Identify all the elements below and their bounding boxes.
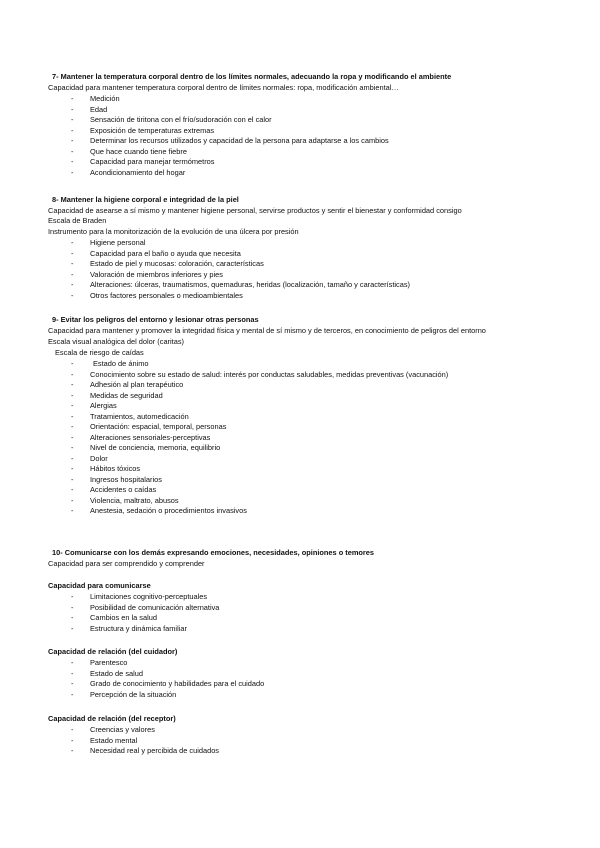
bullet-dash: -: [71, 390, 74, 400]
list-item-text: Creencias y valores: [90, 725, 155, 734]
list-item-text: Estado de piel y mucosas: coloración, características: [90, 259, 264, 268]
list-item-text: Conocimiento sobre su estado de salud: interés por conductas saludables, medidas preventivas (vacunación): [90, 369, 449, 379]
bullet-dash: -: [71, 238, 74, 247]
bullet-dash: -: [71, 411, 74, 421]
bullet-dash: -: [71, 613, 74, 622]
list-item-text: Grado de conocimiento y habilidades para el cuidado: [90, 679, 265, 688]
bullet-dash: -: [71, 280, 74, 289]
bullet-dash: -: [71, 94, 74, 103]
bullet-dash: -: [71, 248, 74, 258]
bullet-dash: -: [71, 602, 74, 612]
bullet-dash: -: [71, 269, 74, 279]
bullet-dash: -: [71, 623, 74, 633]
section-9-title: 9- Evitar los peligros del entorno y lesionar otras personas: [52, 315, 259, 324]
bullet-dash: -: [71, 453, 74, 463]
list-item-text: Sensación de tiritona con el frío/sudoración con el calor: [90, 115, 272, 124]
bullet-dash: -: [71, 104, 74, 114]
bullet-dash: -: [71, 146, 74, 156]
bullet-dash: -: [71, 506, 74, 515]
subsection-heading: Capacidad de relación (del cuidador): [48, 647, 178, 656]
list-item-text: Estado mental: [90, 735, 138, 745]
bullet-dash: -: [71, 136, 74, 145]
list-item-text: Higiene personal: [90, 238, 146, 247]
section-9-line-3: Escala de riesgo de caídas: [55, 348, 144, 357]
bullet-dash: -: [71, 359, 74, 368]
list-item-text: Orientación: espacial, temporal, personas: [90, 422, 227, 431]
list-item-text: Percepción de la situación: [90, 689, 177, 699]
list-item-text: Anestesia, sedación o procedimientos invasivos: [90, 506, 247, 515]
list-item-text: Otros factores personales o medioambientales: [90, 290, 243, 300]
list-item-text: Determinar los recursos utilizados y capacidad de la persona para adaptarse a los cambios: [90, 136, 389, 145]
list-item-text: Estado de salud: [90, 668, 144, 678]
list-item-text: Que hace cuando tiene fiebre: [90, 146, 187, 156]
list-item-text: Violencia, maltrato, abusos: [90, 495, 179, 505]
bullet-dash: -: [71, 679, 74, 688]
list-item-text: Nivel de conciencia, memoria, equilibrio: [90, 443, 221, 452]
list-item-text: Alergias: [90, 401, 117, 410]
section-8-line-2: Escala de Braden: [48, 216, 107, 225]
list-item-text: Medición: [90, 94, 120, 103]
bullet-dash: -: [71, 259, 74, 268]
list-item-text: Ingresos hospitalarios: [90, 474, 162, 484]
list-item-text: Acondicionamiento del hogar: [90, 167, 186, 177]
list-item-text: Estado de ánimo: [93, 359, 149, 368]
list-item-text: Capacidad para el baño o ayuda que necesita: [90, 248, 241, 258]
bullet-dash: -: [71, 125, 74, 135]
list-item-text: Medidas de seguridad: [90, 390, 163, 400]
list-item-text: Cambios en la salud: [90, 613, 157, 622]
bullet-dash: -: [71, 689, 74, 699]
list-item-text: Capacidad para manejar termómetros: [90, 157, 215, 166]
list-item-text: Dolor: [90, 453, 108, 463]
list-item-text: Accidentes o caídas: [90, 485, 157, 494]
bullet-dash: -: [71, 746, 74, 755]
section-10-line-1: Capacidad para ser comprendido y comprender: [48, 559, 205, 568]
bullet-dash: -: [71, 157, 74, 166]
list-item-text: Tratamientos, automedicación: [90, 411, 189, 421]
list-item-text: Limitaciones cognitivo-perceptuales: [90, 592, 208, 601]
list-item-text: Adhesión al plan terapéutico: [90, 380, 184, 389]
bullet-dash: -: [71, 735, 74, 745]
bullet-dash: -: [71, 290, 74, 300]
bullet-dash: -: [71, 658, 74, 667]
section-8-line-3: Instrumento para la monitorización de la evolución de una úlcera por presión: [48, 227, 299, 236]
list-item-text: Exposición de temperaturas extremas: [90, 125, 215, 135]
subsection-heading: Capacidad de relación (del receptor): [48, 714, 176, 723]
section-8-line-1: Capacidad de asearse a sí mismo y mantener higiene personal, servirse productos y sentir el bienestar y conformidad consigo: [48, 206, 462, 215]
subsection-heading: Capacidad para comunicarse: [48, 581, 151, 590]
bullet-dash: -: [71, 401, 74, 410]
bullet-dash: -: [71, 485, 74, 494]
section-7-title: 7- Mantener la temperatura corporal dentro de los límites normales, adecuando la ropa y modificando el ambiente: [52, 72, 452, 81]
bullet-dash: -: [71, 464, 74, 473]
bullet-dash: -: [71, 369, 74, 379]
bullet-dash: -: [71, 115, 74, 124]
bullet-dash: -: [71, 380, 74, 389]
list-item-text: Parentesco: [90, 658, 128, 667]
section-7-line-1: Capacidad para mantener temperatura corporal dentro de límites normales: ropa, modificación ambiental…: [48, 83, 399, 92]
bullet-dash: -: [71, 474, 74, 484]
list-item-text: Necesidad real y percibida de cuidados: [90, 746, 220, 755]
list-item-text: Estructura y dinámica familiar: [90, 623, 187, 633]
bullet-dash: -: [71, 443, 74, 452]
section-8-title: 8- Mantener la higiene corporal e integridad de la piel: [52, 195, 239, 204]
section-10-title: 10- Comunicarse con los demás expresando emociones, necesidades, opiniones o temores: [52, 548, 375, 557]
bullet-dash: -: [71, 592, 74, 601]
bullet-dash: -: [71, 725, 74, 734]
list-item-text: Edad: [90, 104, 108, 114]
list-item-text: Alteraciones sensoriales-perceptivas: [90, 432, 211, 442]
section-9-line-2: Escala visual analógica del dolor (caritas): [48, 337, 184, 346]
bullet-dash: -: [71, 432, 74, 442]
section-9-line-1: Capacidad para mantener y promover la integridad física y mental de sí mismo y de terceros, en conocimiento de peligros del entorno: [48, 326, 486, 335]
bullet-dash: -: [71, 422, 74, 431]
list-item-text: Posibilidad de comunicación alternativa: [90, 602, 220, 612]
list-item-text: Valoración de miembros inferiores y pies: [90, 269, 223, 279]
list-item-text: Alteraciones: úlceras, traumatismos, quemaduras, heridas (localización, tamaño y características): [90, 280, 410, 289]
list-item-text: Hábitos tóxicos: [90, 464, 141, 473]
bullet-dash: -: [71, 668, 74, 678]
bullet-dash: -: [71, 495, 74, 505]
bullet-dash: -: [71, 167, 74, 177]
